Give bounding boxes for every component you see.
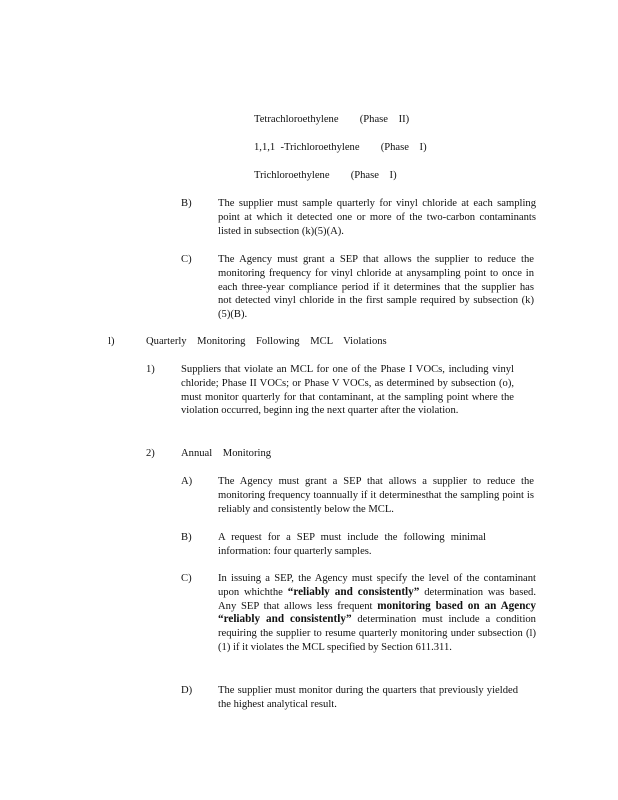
- paragraph-l2B: A request for a SEP must include the following minimal information: four quarterly samples.: [218, 532, 486, 557]
- item-label-l2A: A): [181, 476, 193, 487]
- l2C-bold-phrase-2: monitoring based on an Agency “reliably and consistently”: [218, 599, 536, 626]
- l2C-text-1: In issuing a SEP, the Agency must specify the level of the contaminant upon whichthe: [218, 573, 536, 598]
- item-label-k5B: B): [181, 198, 192, 209]
- item-label-k5C: C): [181, 254, 192, 265]
- chemical-tetrachloroethylene: Tetrachloroethylene (Phase II): [254, 114, 410, 125]
- chemical-111-trichloroethylene: 1,1,1 -Trichloroethylene (Phase I): [254, 142, 427, 153]
- l2C-text-3: determination must include a condition requiring the supplier to resume quarterly monitoring under subsection (l)(1) if it violates the MCL specified by Section 611.311.: [218, 614, 536, 653]
- item-label-l2C: C): [181, 573, 192, 584]
- item-label-l2D: D): [181, 685, 193, 696]
- paragraph-l2D: The supplier must monitor during the quarters that previously yielded the highest analytical result.: [218, 685, 518, 710]
- paragraph-l2A: The Agency must grant a SEP that allows a supplier to reduce the monitoring frequency toannually if it determinesthat the sampling point is reliably and consistently below the MCL.: [218, 476, 534, 515]
- l2C-text-2: determination was based. Any SEP that allows less frequent: [218, 586, 536, 612]
- paragraph-k5B: The supplier must sample quarterly for vinyl chloride at each sampling point at which it detected one or more of the two-carbon contaminants listed in subsection (k)(5)(A).: [218, 198, 536, 237]
- item-label-l1: 1): [146, 364, 155, 375]
- paragraph-k5C: The Agency must grant a SEP that allows the supplier to reduce the monitoring frequency for vinyl chloride at anysampling point to once in each three-year compliance period if it determines that the supplier has not detected vinyl chloride in the first sample required by subsection (k)(5)(B).: [218, 254, 534, 321]
- section-heading-l: Quarterly Monitoring Following MCL Violations: [146, 336, 387, 347]
- paragraph-l2C: [218, 572, 536, 655]
- item-label-l2: 2): [146, 448, 155, 459]
- chemical-trichloroethylene: Trichloroethylene (Phase I): [254, 170, 397, 181]
- section-label-l: l): [108, 336, 115, 347]
- subsection-heading-l2: Annual Monitoring: [181, 448, 272, 459]
- l2C-bold-phrase-1: “reliably and consistently”: [287, 585, 420, 598]
- paragraph-l1: Suppliers that violate an MCL for one of the Phase I VOCs, including vinyl chloride; Phase II VOCs; or Phase V VOCs, as determined by subsection (o), must monitor quarterly for that contaminant, at the sampling point where the violation occurred, beginn ing the next quarter after the violation.: [181, 364, 514, 417]
- item-label-l2B: B): [181, 532, 192, 543]
